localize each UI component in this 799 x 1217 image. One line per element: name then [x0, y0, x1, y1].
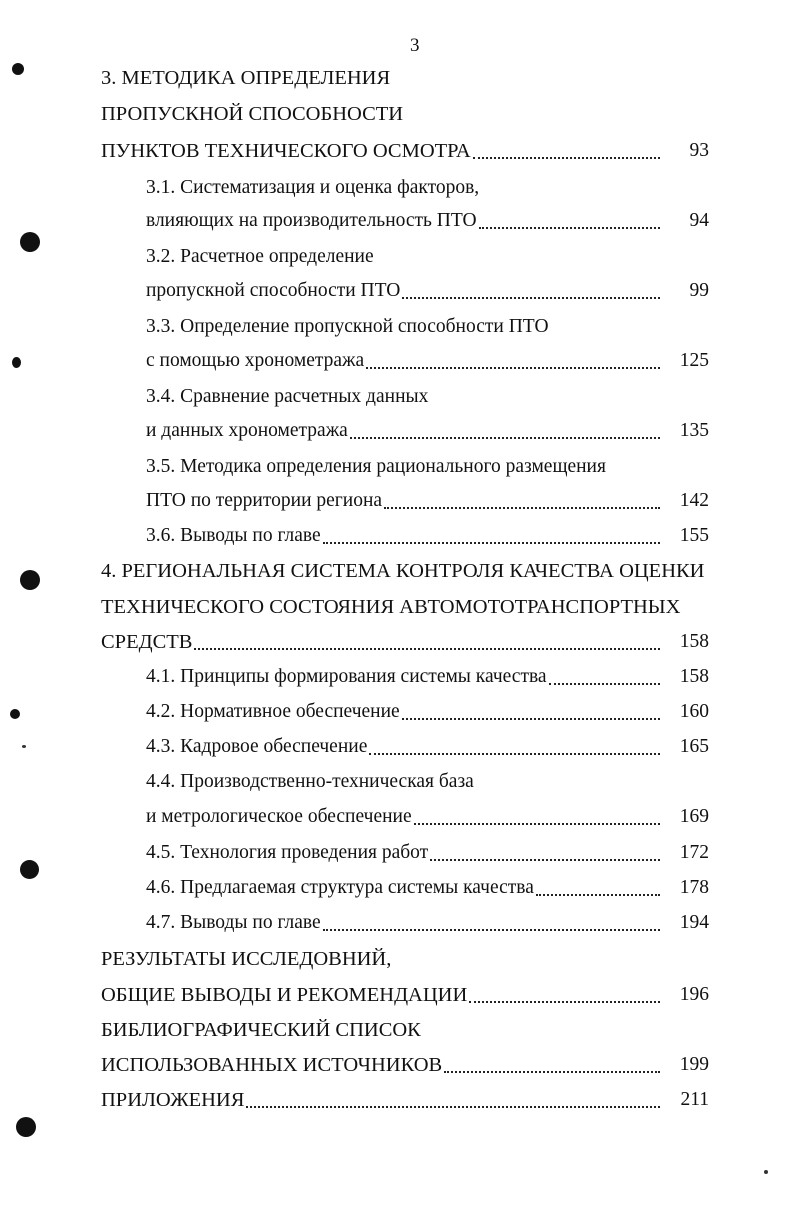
toc-line [146, 453, 606, 481]
toc-line [101, 628, 192, 656]
toc-entry-text: 4.5. Технология проведения работ [146, 842, 429, 863]
toc-entry-text: 3.6. Выводы по главе [146, 525, 321, 546]
toc-page-ref: 172 [679, 842, 709, 863]
toc-entry-text: ПРИЛОЖЕНИЯ [101, 1089, 245, 1111]
punch-hole-mark [20, 860, 39, 879]
toc-entry-text: РЕЗУЛЬТАТЫ ИССЛЕДОВНИЙ, [101, 948, 392, 970]
punch-hole-mark [16, 1117, 36, 1137]
toc-entry-text: 4.3. Кадровое обеспечение [146, 736, 368, 757]
toc-entry-text: 4. РЕГИОНАЛЬНАЯ СИСТЕМА КОНТРОЛЯ КАЧЕСТВА ОЦЕНКИ [101, 560, 705, 582]
toc-entry-text: и метрологическое обеспечение [146, 806, 412, 827]
toc-line [146, 207, 477, 235]
toc-entry-text: ПУНКТОВ ТЕХНИЧЕСКОГО ОСМОТРА [101, 140, 471, 162]
toc-page-ref: 135 [679, 420, 709, 441]
toc-page-ref: 99 [689, 280, 709, 301]
toc-line [101, 593, 681, 621]
toc-entry-text: 3.5. Методика определения рационального размещения [146, 456, 606, 477]
toc-entry-text: 3.2. Расчетное определение [146, 246, 374, 267]
toc-entry-text: ТЕХНИЧЕСКОГО СОСТОЯНИЯ АВТОМОТОТРАНСПОРТНЫХ [101, 596, 681, 618]
dot-leader [402, 718, 660, 720]
toc-page-ref: 94 [689, 210, 709, 231]
dot-leader [469, 1001, 660, 1003]
dot-leader [549, 683, 660, 685]
dot-leader [444, 1071, 660, 1073]
toc-entry-text: ПРОПУСКНОЙ СПОСОБНОСТИ [101, 103, 404, 125]
punch-hole-mark [12, 63, 24, 75]
toc-entry-text: влияющих на производительность ПТО [146, 210, 477, 231]
toc-page-ref: 211 [680, 1089, 709, 1110]
toc-line [101, 1016, 421, 1044]
toc-line [101, 1051, 442, 1079]
toc-entry-text: 4.1. Принципы формирования системы качества [146, 666, 547, 687]
punch-hole-mark [10, 709, 20, 719]
toc-page-ref: 142 [679, 490, 709, 511]
dot-leader [194, 648, 660, 650]
toc-line [101, 557, 705, 585]
toc-page-ref: 194 [679, 912, 709, 933]
toc-line [146, 383, 428, 411]
dot-leader [366, 367, 660, 369]
toc-entry-text: СРЕДСТВ [101, 631, 193, 653]
dot-leader [479, 227, 660, 229]
toc-line [146, 874, 534, 902]
dot-leader [323, 929, 660, 931]
dot-leader [402, 297, 660, 299]
toc-entry-text: и данных хронометража [146, 420, 348, 441]
toc-entry-text: 4.7. Выводы по главе [146, 912, 321, 933]
toc-line [101, 981, 467, 1009]
toc-entry-text: 3.4. Сравнение расчетных данных [146, 386, 429, 407]
punch-hole-mark [20, 570, 40, 590]
toc-page-ref: 160 [679, 701, 709, 722]
toc-line [146, 522, 321, 550]
toc-line [146, 803, 412, 831]
toc-entry-text: 4.4. Производственно-техническая база [146, 771, 474, 792]
scan-speck [22, 745, 26, 748]
toc-line [146, 174, 479, 202]
toc-entry-text: 4.2. Нормативное обеспечение [146, 701, 400, 722]
dot-leader [350, 437, 660, 439]
toc-line [146, 733, 367, 761]
dot-leader [323, 542, 660, 544]
toc-line [101, 100, 403, 128]
toc-line [101, 64, 390, 92]
toc-entry-text: БИБЛИОГРАФИЧЕСКИЙ СПИСОК [101, 1019, 421, 1041]
toc-line [146, 313, 549, 341]
toc-page-ref: 155 [679, 525, 709, 546]
toc-entry-text: 4.6. Предлагаемая структура системы качества [146, 877, 534, 898]
punch-hole-mark [12, 357, 21, 368]
page-number: 3 [410, 35, 420, 56]
toc-page-ref: 125 [679, 350, 709, 371]
toc-page-ref: 165 [679, 736, 709, 757]
dot-leader [430, 859, 660, 861]
dot-leader [536, 894, 660, 896]
dot-leader [384, 507, 660, 509]
toc-line [146, 698, 400, 726]
scan-speck [764, 1170, 768, 1174]
toc-line [146, 663, 547, 691]
toc-page-ref: 169 [679, 806, 709, 827]
toc-line [146, 417, 348, 445]
toc-line [146, 487, 382, 515]
toc-line [146, 347, 364, 375]
toc-entry-text: 3.1. Систематизация и оценка факторов, [146, 177, 480, 198]
dot-leader [246, 1106, 660, 1108]
toc-line [146, 768, 474, 796]
toc-line [101, 137, 471, 165]
toc-page-ref: 158 [679, 666, 709, 687]
toc-line [101, 1086, 244, 1114]
toc-page-ref: 178 [679, 877, 709, 898]
toc-entry-text: пропускной способности ПТО [146, 280, 401, 301]
toc-page-ref: 196 [679, 984, 709, 1005]
dot-leader [473, 157, 660, 159]
toc-line [146, 909, 321, 937]
toc-entry-text: 3. МЕТОДИКА ОПРЕДЕЛЕНИЯ [101, 67, 391, 89]
punch-hole-mark [20, 232, 40, 252]
toc-line [146, 839, 428, 867]
toc-page-ref: 158 [679, 631, 709, 652]
toc-line [146, 277, 400, 305]
toc-entry-text: ОБЩИЕ ВЫВОДЫ И РЕКОМЕНДАЦИИ [101, 984, 468, 1006]
toc-page-ref: 93 [689, 140, 709, 161]
toc-line [101, 945, 391, 973]
toc-entry-text: ПТО по территории региона [146, 490, 383, 511]
toc-entry-text: с помощью хронометража [146, 350, 365, 371]
dot-leader [369, 753, 660, 755]
toc-entry-text: ИСПОЛЬЗОВАННЫХ ИСТОЧНИКОВ [101, 1054, 443, 1076]
toc-line [146, 243, 374, 271]
toc-page-ref: 199 [679, 1054, 709, 1075]
dot-leader [414, 823, 660, 825]
toc-entry-text: 3.3. Определение пропускной способности ПТО [146, 316, 549, 337]
